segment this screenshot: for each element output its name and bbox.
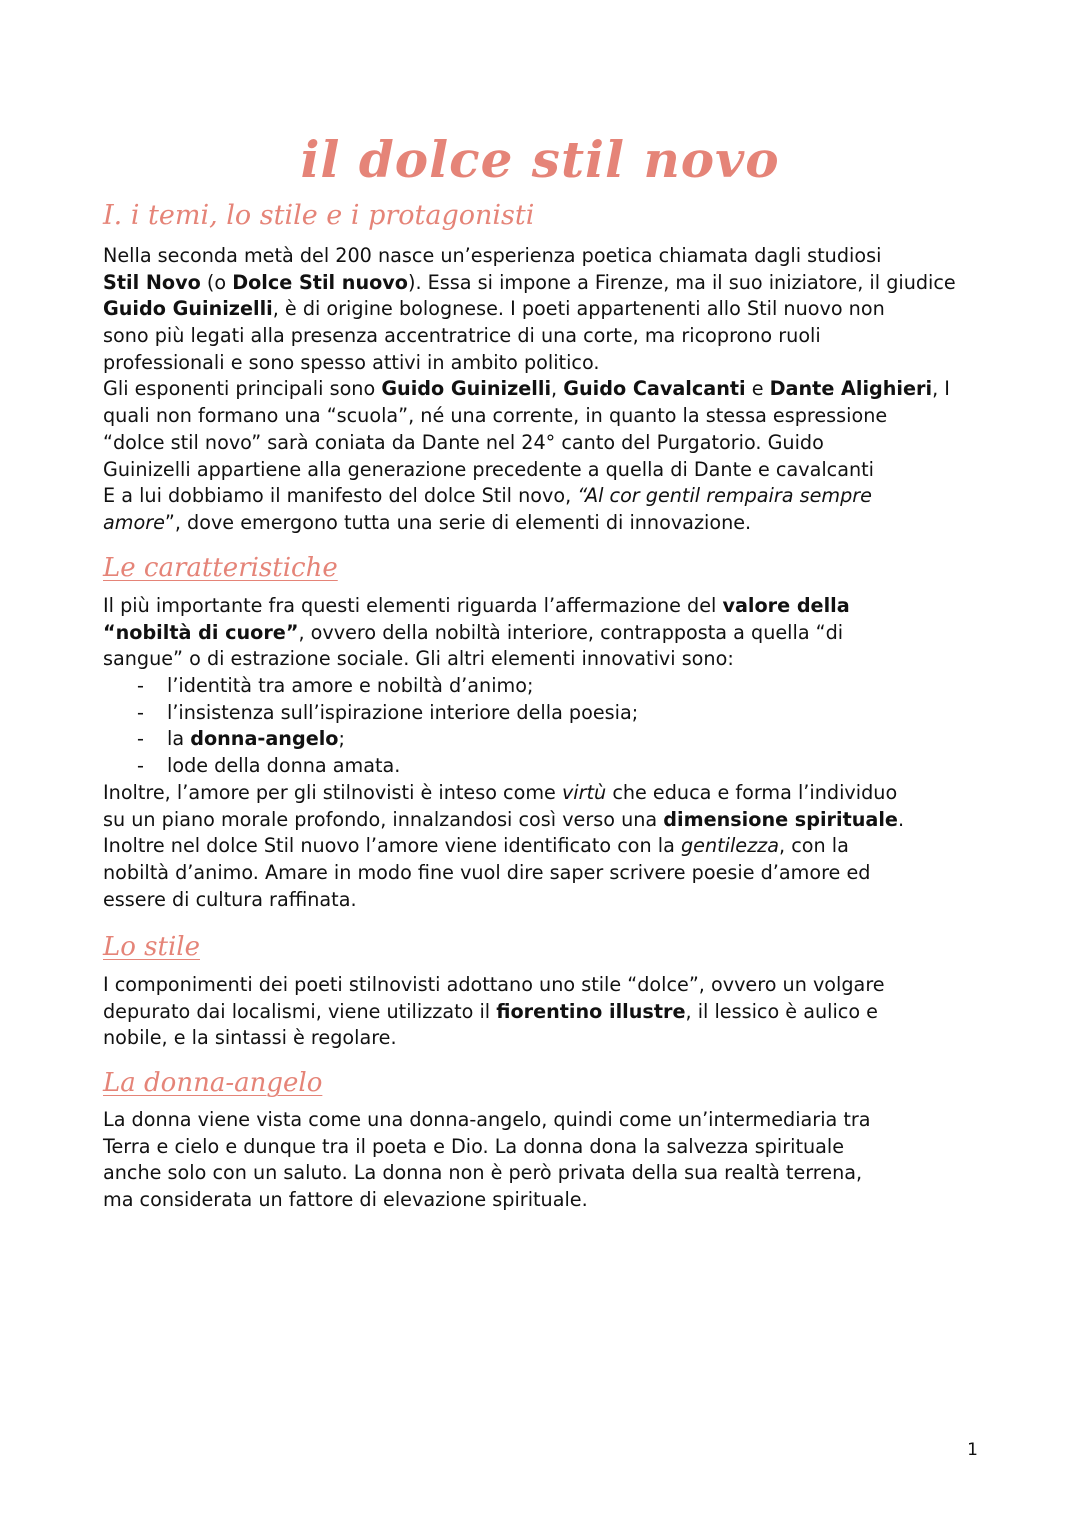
text-line: [103, 620, 983, 647]
bold-term: Stil Novo: [103, 270, 201, 294]
text-line: anche solo con un saluto. La donna non è però privata della sua realtà terrena,: [103, 1161, 863, 1185]
text-fragment: , è di origine bolognese. I poeti appartenenti allo Stil nuovo non: [272, 297, 885, 321]
page-title: il dolce stil novo: [300, 130, 780, 189]
text-fragment: che educa e forma l’individuo: [606, 780, 898, 804]
text-line: sangue” o di estrazione sociale. Gli altri elementi innovativi sono:: [103, 647, 734, 671]
bold-term: dimensione spirituale: [663, 807, 898, 831]
text-line: quali non formano una “scuola”, né una corrente, in quanto la stessa espressione: [103, 404, 888, 428]
text-line: sono più legati alla presenza accentratrice di una corte, ma ricoprono ruoli: [103, 324, 821, 348]
section-heading-stile: Lo stile: [103, 932, 200, 962]
text-fragment: ;: [338, 727, 345, 751]
text-fragment: e: [745, 377, 770, 401]
text-line: [103, 510, 983, 537]
caratteristiche-paragraph: [103, 593, 983, 913]
text-fragment: Il più importante fra questi elementi riguarda l’affermazione del: [103, 594, 723, 617]
text-line: essere di cultura raffinata.: [103, 887, 357, 911]
text-line: [103, 296, 983, 323]
text-line: [103, 780, 983, 807]
section-heading-caratteristiche: Le caratteristiche: [103, 553, 338, 583]
bullet-dash: -: [137, 727, 144, 751]
bold-term: valore della: [722, 594, 850, 617]
bold-term: Guido Guinizelli: [381, 377, 552, 401]
text-line: ma considerata un fattore di elevazione spirituale.: [103, 1188, 588, 1212]
bold-term: Guido Cavalcanti: [563, 377, 746, 401]
intro-paragraph: [103, 243, 983, 537]
bold-term: Dante Alighieri: [769, 377, 933, 401]
text-line: “dolce stil novo” sarà coniata da Dante nel 24° canto del Purgatorio. Guido: [103, 430, 824, 454]
bold-term: “nobiltà di cuore”: [103, 620, 299, 644]
list-item-text: [167, 726, 345, 753]
text-line: Nella seconda metà del 200 nasce un’esperienza poetica chiamata dagli studiosi: [103, 244, 882, 267]
text-fragment: E a lui dobbiamo il manifesto del dolce Stil novo,: [103, 484, 578, 508]
text-line: [103, 807, 983, 834]
list-item: [103, 673, 983, 700]
text-fragment: , con la: [779, 834, 849, 858]
donna-angelo-paragraph: [103, 1107, 983, 1214]
text-line: [103, 999, 983, 1026]
italic-term: virtù: [561, 780, 607, 804]
italic-quote: “Al cor gentil rempaira sempre: [577, 484, 872, 508]
bullet-dash: -: [137, 754, 144, 778]
text-fragment: su un piano morale profondo, innalzandosi così verso una: [103, 807, 664, 831]
text-line: I componimenti dei poeti stilnovisti adottano uno stile “dolce”, ovvero un volgare: [103, 973, 885, 996]
text-line: nobiltà d’animo. Amare in modo fine vuol dire saper scrivere poesie d’amore ed: [103, 860, 871, 884]
text-fragment: ,: [551, 377, 564, 401]
text-fragment: (o: [200, 270, 233, 294]
text-fragment: , I: [932, 377, 950, 401]
text-fragment: Gli esponenti principali sono: [103, 377, 382, 401]
italic-quote: amore: [103, 510, 165, 534]
text-line: Guinizelli appartiene alla generazione precedente a quella di Dante e cavalcanti: [103, 457, 874, 481]
text-fragment: Inoltre, l’amore per gli stilnovisti è inteso come: [103, 780, 562, 804]
text-fragment: ”, dove emergono tutta una serie di elementi di innovazione.: [164, 510, 752, 534]
page-number: 1: [967, 1440, 978, 1460]
stile-paragraph: [103, 972, 983, 1052]
text-fragment: ). Essa si impone a Firenze, ma il suo iniziatore, il giudice: [407, 270, 956, 294]
section-heading-donna-angelo: La donna-angelo: [103, 1068, 323, 1098]
bold-term: Dolce Stil nuovo: [232, 270, 408, 294]
text-line: La donna viene vista come una donna-angelo, quindi come un’intermediaria tra: [103, 1108, 871, 1131]
text-line: [103, 593, 983, 620]
list-item-text: l’insistenza sull’ispirazione interiore della poesia;: [167, 700, 639, 724]
text-fragment: la: [167, 727, 191, 751]
text-line: [103, 376, 983, 403]
section-heading-temi: I. i temi, lo stile e i protagonisti: [103, 200, 535, 231]
text-line: Terra e cielo e dunque tra il poeta e Dio. La donna dona la salvezza spirituale: [103, 1134, 845, 1158]
text-fragment: depurato dai localismi, viene utilizzato il: [103, 999, 497, 1023]
list-item: [103, 753, 983, 780]
bullet-dash: -: [137, 700, 144, 724]
bold-term: Guido Guinizelli: [103, 297, 273, 321]
text-fragment: .: [897, 807, 905, 831]
text-line: professionali e sono spesso attivi in ambito politico.: [103, 350, 600, 374]
text-line: [103, 483, 983, 510]
list-item-text: lode della donna amata.: [167, 754, 401, 778]
bold-term: fiorentino illustre: [496, 999, 686, 1023]
text-fragment: , il lessico è aulico e: [685, 999, 878, 1023]
italic-term: gentilezza: [680, 834, 780, 858]
list-item-text: l’identità tra amore e nobiltà d’animo;: [167, 674, 534, 698]
text-line: [103, 833, 983, 860]
text-fragment: , ovvero della nobiltà interiore, contrapposta a quella “di: [298, 620, 844, 644]
bold-term: donna-angelo: [190, 727, 339, 751]
text-fragment: Inoltre nel dolce Stil nuovo l’amore viene identificato con la: [103, 834, 681, 858]
text-line: nobile, e la sintassi è regolare.: [103, 1026, 397, 1050]
text-line: [103, 270, 983, 297]
bullet-dash: -: [137, 674, 144, 698]
list-item: [103, 700, 983, 727]
list-item: [103, 726, 983, 753]
